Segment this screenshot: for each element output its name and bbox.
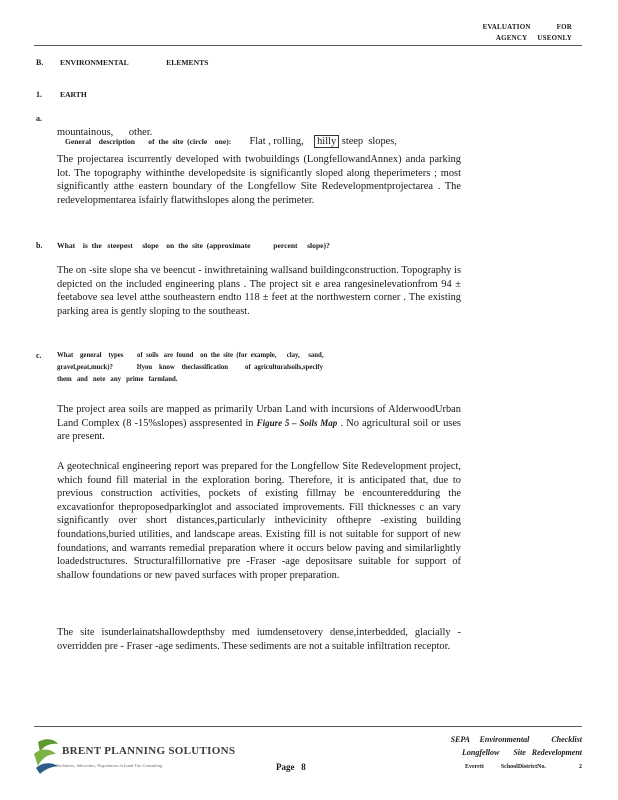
item-a-circled-answer: hilly	[314, 135, 339, 148]
subsection-title: EARTH	[60, 90, 87, 99]
header-divider	[34, 45, 582, 46]
eval-word: EVALUATION	[482, 23, 531, 31]
item-c-question-line2: gravel,peat,muck)? Ifyou know theclassification of agriculturalsoils,specify	[57, 364, 324, 371]
footer-everett: Everett	[464, 764, 484, 770]
item-c-paragraph-1	[57, 403, 461, 444]
logo-name: BRENT PLANNING SOLUTIONS	[62, 745, 236, 757]
item-c-para1-text: The project area soils are mapped as primarily Urban Land with incursions of AlderwoodUrban Land Complex (8 -15%slopes) asspresented in	[57, 404, 461, 429]
item-a-paragraph: The projectarea iscurrently developed with twobuildings (LongfellowandAnnex) anda parking lot. The topography withinthe developedsite is significantly sloped along theperimeters ; most significantly atthe eastern boundary of the Longfellow Site Redevelopmentprojectarea . The redevelopmentarea isfairly flatwithslopes along the perimeter.	[57, 154, 461, 206]
item-c-label: c.	[36, 351, 42, 360]
item-c-question-line3: them and note any prime farmland.	[57, 376, 178, 383]
agency-word: AGENCY	[495, 34, 528, 42]
logo-tagline: Architects, Advocates, Negotiators in Land Use Consulting	[56, 763, 163, 768]
item-b-question: What is the steepest slope on the site (approximate percent slope)?	[57, 241, 330, 250]
footer-project-name: Longfellow Site Redevelopment	[462, 748, 582, 757]
item-c-para1-tail: . No agricultural soil or uses are present.	[57, 417, 461, 443]
figure-reference: Figure 5 – Soils Map	[256, 417, 338, 428]
item-a-answer-pre: Flat , rolling,	[249, 136, 304, 147]
section-title: ENVIRONMENTAL ELEMENTS	[60, 58, 209, 67]
footer-school-district: SchoolDistrictNo.	[500, 764, 546, 770]
agency-use-header	[483, 22, 572, 44]
section-letter: B.	[36, 58, 44, 67]
item-c-question-line1: What general types of soils are found on the site (for example, clay, sand,	[57, 352, 324, 359]
page-number: Page 8	[276, 762, 306, 772]
item-b-paragraph: The on -site slope sha ve beencut - inwithretaining wallsand buildingconstruction. Topography is depicted on the included engineering plans . The project sit e area rangesinelevationfrom 94 ± feetabove sea level atthe southeastern endto 118 ± feet at the northwestern corner . The existing parking area is gently sloping to the southeast.	[57, 265, 461, 317]
subsection-number: 1.	[36, 90, 42, 99]
footer-district-number: 2	[579, 764, 582, 770]
item-a-answer-post: steep slopes,	[339, 136, 397, 147]
footer-divider	[34, 726, 582, 727]
item-c-paragraph-2: A geotechnical engineering report was prepared for the Longfellow Site Redevelopment project, which found fill material in the exploration boring. Therefore, it is anticipated that, due to previous construction activities, pockets of existing fillmay be encounteredduring the excavationfor theproposedparkinglot and associated improvements. Fill thicknesses c an vary significantly over short distances,particularly inthevicinity ofthepre -existing building foundations,buried utilities, and landscape areas. Existing fill is not suitable for support of new foundations, and warrants remedial preparation where it occurs below paving and similarlightly loadedstructures. Structuralfillornative pre -Fraser -age depositsare suitable for support of shallow foundations or new paved surfaces with proper preparation.	[57, 461, 461, 581]
item-c-paragraph-3: The site isunderlainatshallowdepthsby med iumdensetovery dense,interbedded, glacially -overridden pre - Fraser -age sediments. These sediments are not a suitable infiltration receptor.	[57, 627, 461, 652]
footer-district	[465, 764, 582, 770]
item-a-question: General description of the site (circle one):	[65, 137, 232, 146]
for-word: FOR	[556, 23, 572, 31]
item-a-label: a.	[36, 114, 42, 123]
footer-doc-title: SEPA Environmental Checklist	[450, 735, 582, 744]
item-b-label: b.	[36, 241, 43, 250]
useonly-word: USEONLY	[537, 34, 572, 42]
item-a-answer-line2: mountainous, other.	[57, 127, 153, 138]
